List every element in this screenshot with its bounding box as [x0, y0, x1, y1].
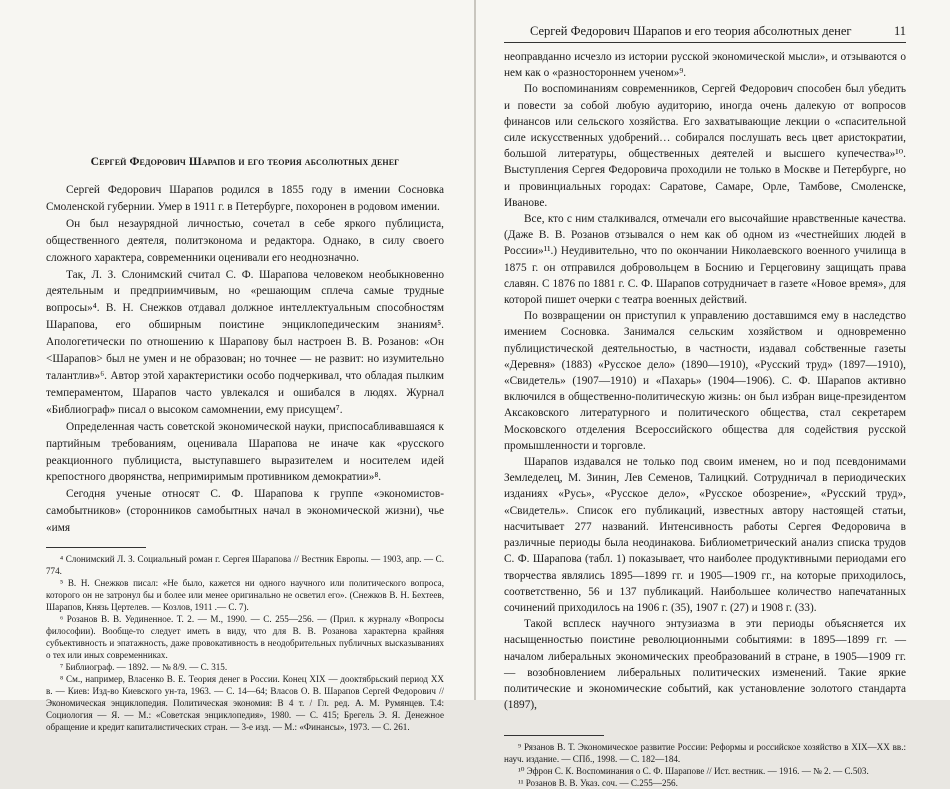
paragraph: неоправданно исчезло из истории русской экономической мысли», и отзываются о нем как о «разностороннем ученом»⁹. — [504, 51, 906, 80]
footnote: ⁶ Розанов В. В. Уединенное. Т. 2. — М., 1990. — С. 255—256. — (Прил. к журналу «Вопросы философии). Вообще-то следует иметь в виду, что для В. В. Розанова характерна крайняя субъективность и эпатажность, даже провокативность в неодобрительных публичных высказываниях о тех или иных современниках. — [46, 614, 444, 661]
footnote: ⁹ Рязанов В. Т. Экономическое развитие России: Реформы и российское хозяйство в XIX—XX вв.: науч. издание. — СПб., 1998. — С. 182—184. — [504, 742, 906, 765]
footnote: ⁴ Слонимский Л. З. Социальный роман г. Сергея Шарапова // Вестник Европы. — 1903, апр. — С. 774. — [46, 554, 444, 577]
paragraph: Шарапов издавался не только под своим именем, но и под псевдонимами Земледелец, М. Зинин, Лев Семенов, Талицкий. Сотрудничал в периодических изданиях «Русь», «Русское дело», «Русское обозрение», «Русский труд», «Свидетель». Список его публикаций, известных автору настоящей статьи, насчитывает 277 названий. Интенсивность работы Сергея Федоровича в различные периоды была неодинакова. Библиометрический анализ списка трудов С. Ф. Шарапова (табл. 1) показывает, что наиболее продуктивными периодами его творчества являлись 1895—1899 гг. и 1905—1909 гг., на которые приходилось, соответственно, 56 и 137 публикаций. Наибольшее количество напечатанных сочинений приходилось на 1906 г. (35), 1907 г. (27) и 1908 г. (33). — [504, 456, 906, 614]
left-footnotes — [46, 553, 444, 733]
paragraph: Такой всплеск научного энтузиазма в эти периоды объясняется их насыщенностью поистине революционными событиями: в 1895—1899 гг. — началом либеральных экономических преобразований в стране, в 1905—1909 гг. — возобновлением либеральных политических изменений. Такие яркие политические и экономические событий, как установление золотого стандарта (1897), — [504, 618, 906, 712]
right-footnotes — [504, 741, 906, 789]
paragraph: Сегодня ученые относят С. Ф. Шарапова к группе «экономистов-самобытников» (сторонников самобытных начал в экономической жизни), чье «имя — [46, 488, 444, 535]
paragraph: Все, кто с ним сталкивался, отмечали его высочайшие нравственные качества. (Даже В. В. Розанов отзывался о нем как об одном из «честнейших людей в России»¹¹.) Неудивительно, что по окончании Николаевского военного училища в 1875 г. он отправился добровольцем в Боснию и Герцеговину защищать права славян. С 1876 по 1881 г. С. Ф. Шарапов сотрудничает в газете «Новое время», для которой пишет очерки с театра военных действий. — [504, 213, 906, 307]
footnote: ¹¹ Розанов В. В. Указ. соч. — С.255—256. — [518, 778, 678, 789]
running-head — [504, 4, 906, 43]
paragraph: Сергей Федорович Шарапов родился в 1855 году в имении Сосновка Смоленской губернии. Умер в 1911 г. в Петербурге, похоронен в родовом имении. — [46, 184, 444, 213]
page-number: 11 — [893, 24, 906, 38]
footnote-divider — [46, 547, 146, 548]
paragraph: По воспоминаниям современников, Сергей Федорович способен был убедить и повести за собой любую аудиторию, иногда очень далекую от вопросов финансов или сельского хозяйства. Его захватывающие лекции о «спасительной силе искусственных удобрений… собирался послушать весь цвет аристократии, большой литературы, общественных деятелей и высшего купечества»¹⁰. Выступления Сергея Федоровича проходили не только в Москве и Петербурге, но и провинциальных городах: Саратове, Самаре, Орле, Тамбове, Смоленске, Иванове. — [504, 83, 906, 209]
right-body-text — [504, 49, 906, 713]
chapter-title: Сергей Федорович Шарапов и его теория абсолютных денег — [90, 155, 400, 168]
footnote: ⁸ См., например, Власенко В. Е. Теория денег в России. Конец XIX — дооктябрьский период ХХ в. — Киев: Изд-во Киевского ун-та, 1963. — С. 14—64; Власов О. В. Шарапов Сергей Федорович // Экономическая энциклопедия. Политическая экономия: В 4 т. / Гл. ред. А. М. Румянцев. Т.4: Социология — Я. — М.: «Советская энциклопедия», 1980. — С. 415; Брегель Э. Я. Денежное обращение и кредит капиталистических стран. — 3-е изд. — М.: «Финансы», 1973. — С. 261. — [46, 674, 444, 733]
running-head-title: Сергей Федорович Шарапов и его теория абсолютных денег — [530, 24, 852, 38]
footnote: ⁷ Библиограф. — 1892. — № 8/9. — С. 315. — [60, 662, 228, 673]
footnote-divider — [504, 735, 604, 736]
footnote: ¹⁰ Эфрон С. К. Воспоминания о С. Ф. Шарапове // Ист. вестник. — 1916. — № 2. — С.503. — [518, 766, 869, 777]
paragraph: По возвращении он приступил к управлению доставшимся ему в наследство имением Сосновка. Занимался сельским хозяйством и одновременно публицистической деятельностью, в частности, издавал собственные газеты «Деревня» (1883) «Русское дело» (1890—1910), «Русский труд» (1897—1910), «Свидетель» (1907—1910) и «Пахарь» (1904—1906). С. Ф. Шарапов активно включился в общественно-политическую жизнь: он был избран вице-президентом Аксаковского литературного и политического общества, стал секретарем Московского отделения Всероссийского общества для содействия русской промышленности и торговле. — [504, 310, 906, 452]
paragraph: Так, Л. З. Слонимский считал С. Ф. Шарапова человеком необыкновенно деятельным и предприимчивым, но «решающим сплеча самые трудные вопросы»⁴. В. Н. Снежков отдавал должное интеллектуальным способностям Шарапова, его обширным поистине энциклопедическим знаниям⁵. Апологетически по отношению к Шарапову был настроен В. В. Розанов: «Он <Шарапов> был не умен и не образован; но точнее — не развит: но изумительно талантлив»⁶. Автор этой характеристики особо подчеркивал, что обладая пылким темпераментом, Шарапов часто увлекался и ошибался в людях. Журнал «Библиограф» писал о высоком самомнении, ему присущем⁷. — [46, 268, 444, 416]
right-page — [476, 0, 950, 789]
paragraph: Определенная часть советской экономической науки, приспосабливавшаяся к партийным требованиям, оценивала Шарапова не иначе как «русского реакционного публициста, выступавшего выразителем и носителем идей крепостного дворянства, непримиримым противником демократии»⁸. — [46, 420, 444, 484]
footnote: ⁵ В. Н. Снежков писал: «Не было, кажется ни одного научного или политического вопроса, которого он не затронул бы и более или менее оригинально не осветил его». (Снежков В. Н. Бехтеев, Шарапов, Князь Цертелев. — Козлов, 1911 .— С. 7). — [46, 578, 444, 613]
left-page — [0, 0, 474, 733]
left-body-text — [46, 182, 444, 537]
paragraph: Он был незаурядной личностью, сочетал в себе яркого публициста, общественного деятеля, политэконома и редактора. Однако, в силу своего сложного характера, современники оценивали его неоднозначно. — [46, 217, 444, 264]
